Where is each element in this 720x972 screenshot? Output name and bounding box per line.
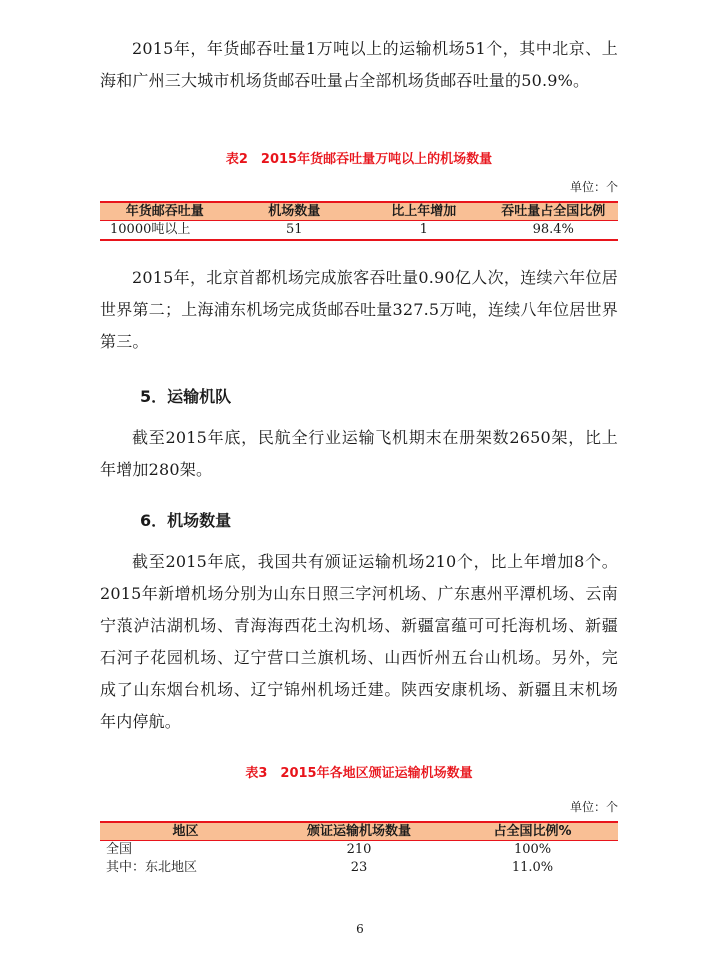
- paragraph-airport-rankings: 2015年，北京首都机场完成旅客吞吐量0.90亿人次，连续六年位居世界第二；上海浦东机场完成货邮吞吐量327.5万吨，连续八年位居世界第三。: [100, 268, 618, 351]
- table2-header: 年货邮吞吐量: [100, 202, 230, 221]
- table2-header: 机场数量: [230, 202, 360, 221]
- paragraph-airport-count: 截至2015年底，我国共有颁证运输机场210个，比上年增加8个。2015年新增机场分别为山东日照三字河机场、广东惠州平潭机场、云南宁蒗泸沽湖机场、青海海西花土沟机场、新疆富蕴可可托海机场、新疆石河子花园机场、辽宁营口兰旗机场、山西忻州五台山机场。另外，完成了山东烟台机场、辽宁锦州机场迁建。陕西安康机场、新疆且末机场年内停航。: [100, 552, 618, 731]
- table2-header-row: [100, 202, 618, 221]
- table-cell: 其中：东北地区: [106, 860, 198, 875]
- table3: [100, 821, 618, 877]
- section-heading-fleet: 5．运输机队: [140, 387, 232, 406]
- table3-header: 占全国比例%: [447, 822, 618, 841]
- paragraph-fleet: 截至2015年底，民航全行业运输飞机期末在册架数2650架，比上年增加280架。: [100, 428, 618, 479]
- table3-caption: 表3 2015年各地区颁证运输机场数量: [245, 766, 473, 781]
- table-cell: 11.0%: [511, 860, 554, 875]
- table2-unit: 单位：个: [569, 180, 618, 194]
- table-row: [100, 859, 618, 877]
- table-cell: 全国: [106, 842, 133, 857]
- table3-header-row: [100, 822, 618, 841]
- table-cell: 100%: [513, 842, 552, 857]
- table2-caption: 表2 2015年货邮吞吐量万吨以上的机场数量: [225, 152, 493, 167]
- table3-header: 地区: [100, 822, 271, 841]
- table-row: [100, 221, 618, 241]
- table-cell: 10000吨以上: [100, 221, 230, 241]
- table-cell: 98.4%: [489, 221, 619, 241]
- table-cell: 23: [350, 860, 368, 875]
- page-number: 6: [356, 922, 364, 936]
- table3-unit: 单位：个: [569, 800, 618, 814]
- table-cell: 210: [346, 842, 372, 857]
- table2-header: 比上年增加: [359, 202, 489, 221]
- table2: [100, 201, 618, 241]
- paragraph-cargo-airports: 2015年，年货邮吞吐量1万吨以上的运输机场51个，其中北京、上海和广州三大城市机场货邮吞吐量占全部机场货邮吞吐量的50.9%。: [100, 39, 618, 90]
- section-heading-airport-count: 6．机场数量: [140, 511, 232, 530]
- table-cell: 1: [359, 221, 489, 241]
- table-row: [100, 841, 618, 860]
- table3-header: 颁证运输机场数量: [271, 822, 447, 841]
- table-cell: 51: [230, 221, 360, 241]
- table2-header: 吞吐量占全国比例: [489, 202, 619, 221]
